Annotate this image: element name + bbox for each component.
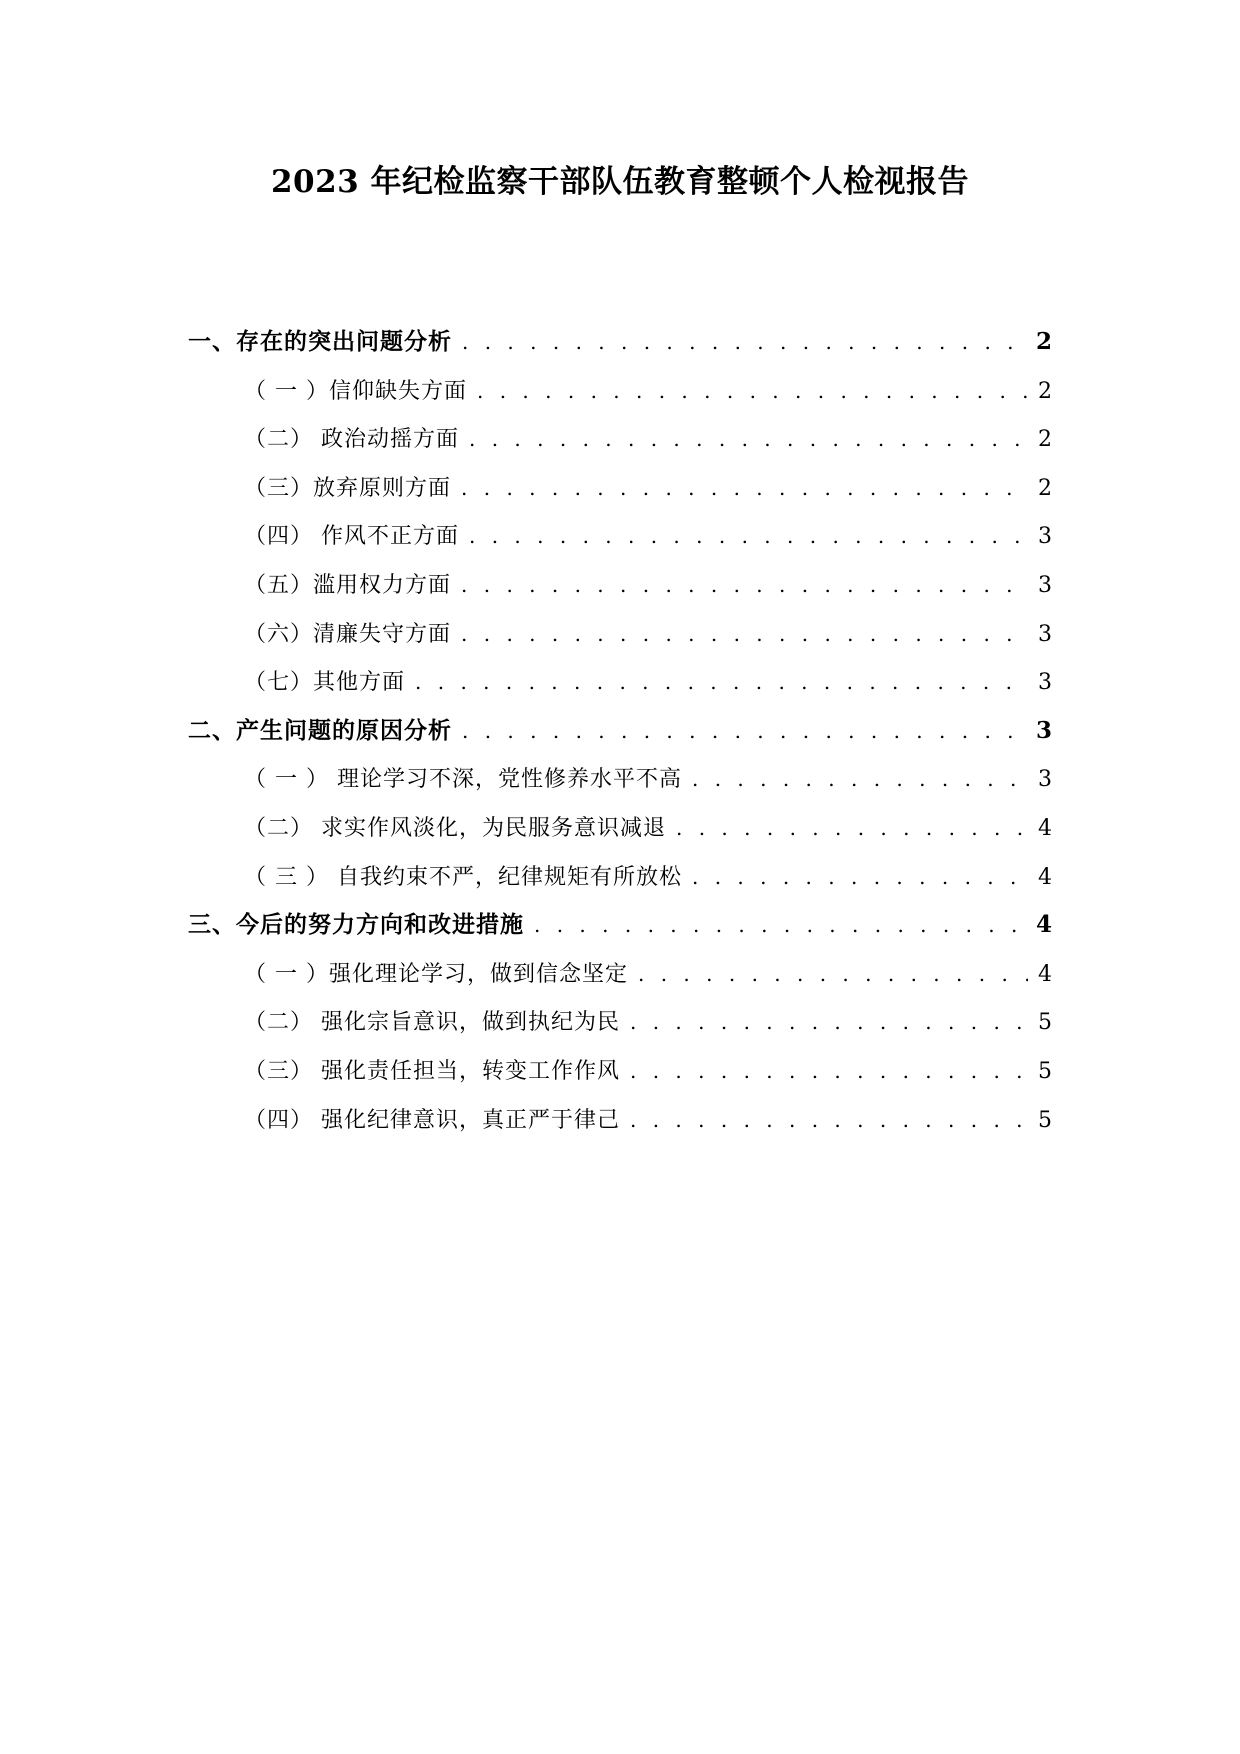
toc-entry[interactable] xyxy=(188,561,1052,610)
toc-entry-text: 三、今后的努力方向和改进措施 xyxy=(188,911,524,939)
toc-dot-leader xyxy=(692,853,1028,902)
toc-entry-text: （二） 政治动摇方面 xyxy=(244,427,459,453)
toc-entry-text: （三）放弃原则方面 xyxy=(244,475,452,501)
toc-dot-leader xyxy=(461,561,1028,610)
toc-page-number: 5 xyxy=(1038,1107,1052,1133)
toc-page-number: 3 xyxy=(1038,572,1052,598)
toc-entry[interactable] xyxy=(188,755,1052,804)
toc-dot-leader xyxy=(676,804,1028,853)
toc-page-number: 3 xyxy=(1038,621,1052,647)
toc-entry-text: （二） 强化宗旨意识，做到执纪为民 xyxy=(244,1010,620,1036)
toc-entry-text: （二） 求实作风淡化，为民服务意识减退 xyxy=(244,815,666,841)
toc-dot-leader xyxy=(461,610,1028,659)
toc-dot-leader xyxy=(630,1096,1028,1145)
toc-entry[interactable] xyxy=(188,415,1052,464)
toc-page-number: 3 xyxy=(1038,767,1052,793)
toc-entry[interactable] xyxy=(188,464,1052,513)
toc-dot-leader xyxy=(477,367,1028,416)
toc-dot-leader xyxy=(469,415,1028,464)
toc-entry-text: 二、产生问题的原因分析 xyxy=(188,716,452,744)
toc-dot-leader xyxy=(469,512,1028,561)
toc-entry-text: （七）其他方面 xyxy=(244,670,406,696)
toc-entry[interactable] xyxy=(188,804,1052,853)
toc-page-number: 5 xyxy=(1038,1010,1052,1036)
toc-entry[interactable] xyxy=(188,658,1052,707)
toc-page-number: 4 xyxy=(1038,961,1052,987)
toc-dot-leader xyxy=(638,950,1028,999)
toc-page-number: 4 xyxy=(1035,911,1052,939)
toc-entry-text: （ 一 ）强化理论学习，做到信念坚定 xyxy=(244,961,628,987)
toc-entry-text: 一、存在的突出问题分析 xyxy=(188,328,452,355)
toc-entry-text: （ 一 ）信仰缺失方面 xyxy=(244,378,467,404)
toc-entry[interactable] xyxy=(188,901,1052,950)
toc-page-number: 2 xyxy=(1038,427,1052,453)
toc-entry[interactable] xyxy=(188,367,1052,416)
toc-dot-leader xyxy=(415,658,1028,707)
toc-dot-leader xyxy=(630,1047,1028,1096)
toc-entry-text: （ 一 ） 理论学习不深，党性修养水平不高 xyxy=(244,767,682,793)
toc-entry[interactable] xyxy=(188,610,1052,659)
toc-page-number: 4 xyxy=(1038,864,1052,890)
toc-entry-text: （六）清廉失守方面 xyxy=(244,621,452,647)
toc-entry-text: （五）滥用权力方面 xyxy=(244,572,452,598)
toc-entry[interactable] xyxy=(188,707,1052,756)
toc-entry[interactable] xyxy=(188,853,1052,902)
document-title: 2023 年纪检监察干部队伍教育整顿个人检视报告 xyxy=(270,164,970,200)
toc-entry[interactable] xyxy=(188,998,1052,1047)
toc-page-number: 3 xyxy=(1038,670,1052,696)
toc-entry[interactable] xyxy=(188,950,1052,999)
toc-page-number: 2 xyxy=(1038,378,1052,404)
toc-page-number: 2 xyxy=(1035,328,1052,355)
toc-entry[interactable] xyxy=(188,1096,1052,1145)
toc-page-number: 4 xyxy=(1038,815,1052,841)
table-of-contents xyxy=(188,318,1052,1144)
toc-dot-leader xyxy=(630,998,1028,1047)
toc-dot-leader xyxy=(534,901,1026,950)
toc-page-number: 3 xyxy=(1035,716,1052,744)
toc-dot-leader xyxy=(692,755,1028,804)
toc-page-number: 2 xyxy=(1038,475,1052,501)
toc-dot-leader xyxy=(461,464,1028,513)
toc-entry[interactable] xyxy=(188,1047,1052,1096)
toc-entry-text: （三） 强化责任担当，转变工作作风 xyxy=(244,1058,620,1084)
toc-entry-text: （四） 作风不正方面 xyxy=(244,524,459,550)
toc-dot-leader xyxy=(462,707,1026,756)
toc-entry[interactable] xyxy=(188,512,1052,561)
toc-entry-text: （四） 强化纪律意识，真正严于律己 xyxy=(244,1107,620,1133)
toc-entry[interactable] xyxy=(188,318,1052,367)
toc-entry-text: （ 三 ） 自我约束不严，纪律规矩有所放松 xyxy=(244,864,682,890)
toc-dot-leader xyxy=(462,318,1026,367)
toc-page-number: 5 xyxy=(1038,1058,1052,1084)
toc-page-number: 3 xyxy=(1038,524,1052,550)
